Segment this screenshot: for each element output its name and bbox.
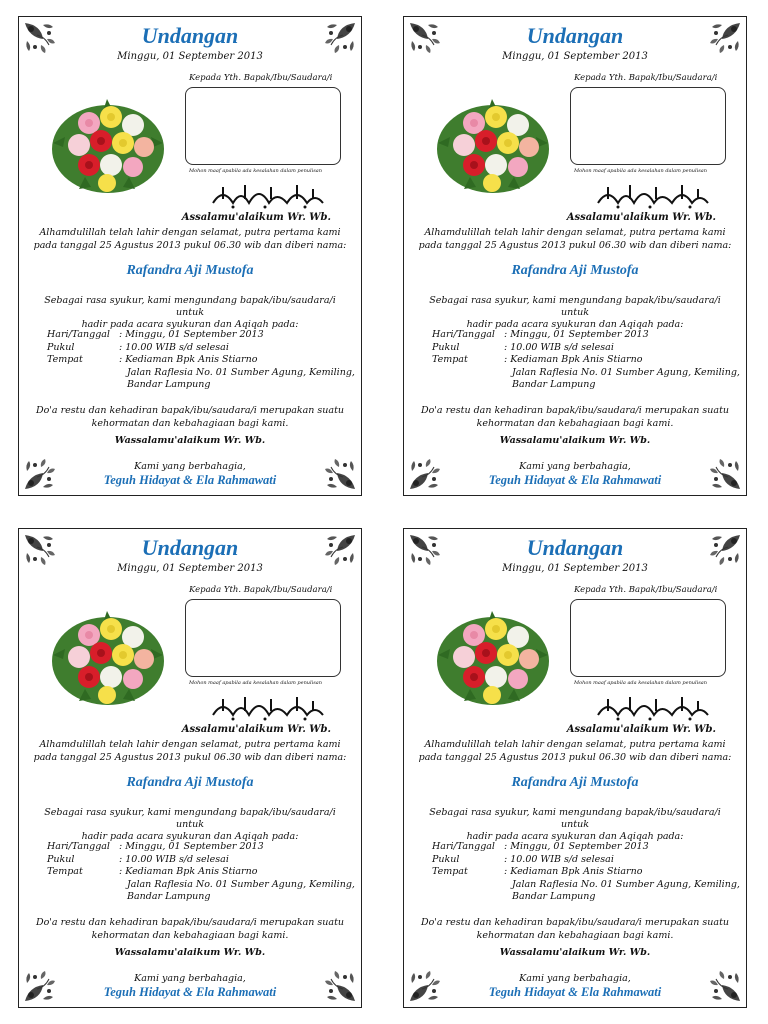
closing-line: Do'a restu dan kehadiran bapak/ibu/saudara/i merupakan suatu: [35, 405, 345, 416]
announcement-line: Alhamdulillah telah lahir dengan selamat, putra pertama kami: [39, 227, 341, 238]
detail-row-place: [432, 866, 740, 879]
parent-names: Teguh Hidayat & Ela Rahmawati: [103, 985, 277, 999]
closing-line: Do'a restu dan kehadiran bapak/ibu/saudara/i merupakan suatu: [35, 917, 345, 928]
closing-text: [414, 917, 736, 942]
event-details: [47, 329, 355, 392]
signoff: Kami yang berbahagia,: [519, 461, 631, 472]
apology-note: Mohon maaf apabila ada kesalahan dalam penulisan: [189, 680, 322, 686]
detail-row-address: [47, 367, 355, 380]
detail-row-place: [47, 866, 355, 879]
detail-spacer: [47, 367, 119, 380]
child-name: Rafandra Aji Mustofa: [511, 775, 639, 790]
detail-row-time: [432, 854, 740, 867]
signoff: Kami yang berbahagia,: [134, 461, 246, 472]
detail-spacer: [504, 367, 512, 380]
detail-value: Jalan Raflesia No. 01 Sumber Agung, Kemiling,: [127, 878, 355, 890]
closing-line: Do'a restu dan kehadiran bapak/ibu/saudara/i merupakan suatu: [420, 405, 730, 416]
rose-bouquet-image: [434, 605, 552, 709]
event-details: [432, 841, 740, 904]
detail-value: Bandar Lampung: [127, 891, 211, 902]
detail-value: : Kediaman Bpk Anis Stiarno: [504, 866, 643, 877]
recipient-address-box: [570, 87, 726, 165]
bismillah-calligraphy: [209, 693, 327, 721]
detail-label: Tempat: [432, 866, 468, 877]
detail-spacer: [504, 379, 512, 392]
detail-row-city: [432, 379, 740, 392]
closing-text: [29, 917, 351, 942]
detail-value: : Minggu, 01 September 2013: [119, 329, 264, 340]
detail-label: Hari/Tanggal: [432, 841, 495, 852]
detail-row-time: [47, 854, 355, 867]
closing-line: Do'a restu dan kehadiran bapak/ibu/saudara/i merupakan suatu: [420, 917, 730, 928]
event-date: Minggu, 01 September 2013: [502, 563, 648, 574]
event-date: Minggu, 01 September 2013: [502, 51, 648, 62]
detail-spacer: [432, 379, 504, 392]
detail-row-place: [47, 354, 355, 367]
detail-label: Pukul: [47, 341, 75, 353]
rose-bouquet-image: [434, 93, 552, 197]
announcement-line: pada tanggal 25 Agustus 2013 pukul 06.30 wib dan diberi nama:: [33, 240, 347, 251]
detail-spacer: [119, 879, 127, 892]
invitation-text: [414, 807, 736, 843]
detail-row-address: [432, 879, 740, 892]
detail-label: Hari/Tanggal: [47, 329, 110, 340]
event-date: Minggu, 01 September 2013: [117, 563, 263, 574]
invitation-title: Undangan: [141, 535, 239, 560]
recipient-label: Kepada Yth. Bapak/Ibu/Saudara/i: [189, 73, 333, 83]
detail-spacer: [119, 367, 127, 380]
child-name: Rafandra Aji Mustofa: [126, 775, 254, 790]
recipient-label: Kepada Yth. Bapak/Ibu/Saudara/i: [574, 585, 718, 595]
announcement-line: pada tanggal 25 Agustus 2013 pukul 06.30 wib dan diberi nama:: [418, 752, 732, 763]
invitation-title: Undangan: [526, 23, 624, 48]
detail-value: : Minggu, 01 September 2013: [504, 841, 649, 852]
apology-note: Mohon maaf apabila ada kesalahan dalam penulisan: [574, 680, 707, 686]
detail-value: : 10.00 WIB s/d selesai: [504, 853, 614, 865]
invitation-title: Undangan: [526, 535, 624, 560]
detail-label: Tempat: [47, 354, 83, 365]
detail-row-city: [47, 891, 355, 904]
recipient-address-box: [570, 599, 726, 677]
detail-row-address: [432, 367, 740, 380]
detail-label: Pukul: [432, 341, 460, 353]
detail-spacer: [432, 879, 504, 892]
recipient-label: Kepada Yth. Bapak/Ibu/Saudara/i: [574, 73, 718, 83]
invitation-line: hadir pada acara syukuran dan Aqiqah pada:: [466, 319, 684, 330]
detail-value: : 10.00 WIB s/d selesai: [504, 341, 614, 353]
closing-line: kehormatan dan kebahagiaan bagi kami.: [91, 417, 289, 429]
detail-row-time: [47, 342, 355, 355]
birth-announcement: [29, 226, 351, 252]
invitation-card: [18, 16, 362, 496]
detail-value: Jalan Raflesia No. 01 Sumber Agung, Kemiling,: [512, 878, 740, 890]
invitation-line: Sebagai rasa syukur, kami mengundang bapak/ibu/saudara/i untuk: [44, 295, 336, 318]
event-date: Minggu, 01 September 2013: [117, 51, 263, 62]
detail-value: : 10.00 WIB s/d selesai: [119, 853, 229, 865]
invitation-card: [403, 528, 747, 1008]
invitation-text: [29, 807, 351, 843]
detail-value: Jalan Raflesia No. 01 Sumber Agung, Kemiling,: [512, 366, 740, 378]
detail-value: : Kediaman Bpk Anis Stiarno: [119, 354, 258, 365]
invitation-line: Sebagai rasa syukur, kami mengundang bapak/ibu/saudara/i untuk: [429, 807, 721, 830]
detail-value: Bandar Lampung: [512, 379, 596, 390]
invitation-text: [414, 295, 736, 331]
detail-spacer: [504, 891, 512, 904]
invitation-line: Sebagai rasa syukur, kami mengundang bapak/ibu/saudara/i untuk: [429, 295, 721, 318]
announcement-line: Alhamdulillah telah lahir dengan selamat, putra pertama kami: [424, 227, 726, 238]
announcement-line: pada tanggal 25 Agustus 2013 pukul 06.30 wib dan diberi nama:: [418, 240, 732, 251]
closing-greeting: Wassalamu'alaikum Wr. Wb.: [499, 435, 651, 446]
closing-line: kehormatan dan kebahagiaan bagi kami.: [91, 929, 289, 941]
detail-value: : Minggu, 01 September 2013: [504, 329, 649, 340]
detail-row-date: [47, 329, 355, 342]
announcement-line: Alhamdulillah telah lahir dengan selamat, putra pertama kami: [39, 739, 341, 750]
invitation-card: [403, 16, 747, 496]
detail-spacer: [47, 891, 119, 904]
detail-row-address: [47, 879, 355, 892]
invitation-card: [18, 528, 362, 1008]
detail-value: : 10.00 WIB s/d selesai: [119, 341, 229, 353]
apology-note: Mohon maaf apabila ada kesalahan dalam penulisan: [189, 168, 322, 174]
bismillah-calligraphy: [209, 181, 327, 209]
closing-text: [29, 405, 351, 430]
detail-spacer: [432, 367, 504, 380]
invitation-line: hadir pada acara syukuran dan Aqiqah pada:: [81, 319, 299, 330]
detail-row-place: [432, 354, 740, 367]
closing-greeting: Wassalamu'alaikum Wr. Wb.: [114, 435, 266, 446]
parent-names: Teguh Hidayat & Ela Rahmawati: [103, 473, 277, 487]
detail-value: : Kediaman Bpk Anis Stiarno: [119, 866, 258, 877]
birth-announcement: [29, 738, 351, 764]
detail-label: Tempat: [47, 866, 83, 877]
detail-label: Pukul: [432, 853, 460, 865]
birth-announcement: [414, 738, 736, 764]
detail-label: Tempat: [432, 354, 468, 365]
closing-line: kehormatan dan kebahagiaan bagi kami.: [476, 417, 674, 429]
recipient-label: Kepada Yth. Bapak/Ibu/Saudara/i: [189, 585, 333, 595]
signoff: Kami yang berbahagia,: [519, 973, 631, 984]
detail-label: Hari/Tanggal: [47, 841, 110, 852]
apology-note: Mohon maaf apabila ada kesalahan dalam penulisan: [574, 168, 707, 174]
detail-row-city: [432, 891, 740, 904]
detail-spacer: [119, 891, 127, 904]
closing-greeting: Wassalamu'alaikum Wr. Wb.: [114, 947, 266, 958]
recipient-address-box: [185, 87, 341, 165]
event-details: [47, 841, 355, 904]
parent-names: Teguh Hidayat & Ela Rahmawati: [488, 473, 662, 487]
detail-spacer: [47, 879, 119, 892]
closing-text: [414, 405, 736, 430]
detail-spacer: [119, 379, 127, 392]
child-name: Rafandra Aji Mustofa: [511, 263, 639, 278]
invitation-line: hadir pada acara syukuran dan Aqiqah pada:: [81, 831, 299, 842]
detail-row-date: [47, 841, 355, 854]
detail-row-time: [432, 342, 740, 355]
detail-value: Bandar Lampung: [127, 379, 211, 390]
detail-value: Jalan Raflesia No. 01 Sumber Agung, Kemiling,: [127, 366, 355, 378]
recipient-address-box: [185, 599, 341, 677]
detail-row-date: [432, 841, 740, 854]
opening-greeting: Assalamu'alaikum Wr. Wb.: [566, 724, 716, 735]
opening-greeting: Assalamu'alaikum Wr. Wb.: [566, 212, 716, 223]
invitation-line: Sebagai rasa syukur, kami mengundang bapak/ibu/saudara/i untuk: [44, 807, 336, 830]
rose-bouquet-image: [49, 93, 167, 197]
bismillah-calligraphy: [594, 181, 712, 209]
birth-announcement: [414, 226, 736, 252]
detail-value: : Minggu, 01 September 2013: [119, 841, 264, 852]
closing-line: kehormatan dan kebahagiaan bagi kami.: [476, 929, 674, 941]
child-name: Rafandra Aji Mustofa: [126, 263, 254, 278]
invitation-text: [29, 295, 351, 331]
detail-label: Hari/Tanggal: [432, 329, 495, 340]
rose-bouquet-image: [49, 605, 167, 709]
detail-spacer: [432, 891, 504, 904]
detail-label: Pukul: [47, 853, 75, 865]
announcement-line: pada tanggal 25 Agustus 2013 pukul 06.30 wib dan diberi nama:: [33, 752, 347, 763]
opening-greeting: Assalamu'alaikum Wr. Wb.: [181, 212, 331, 223]
announcement-line: Alhamdulillah telah lahir dengan selamat, putra pertama kami: [424, 739, 726, 750]
detail-row-date: [432, 329, 740, 342]
signoff: Kami yang berbahagia,: [134, 973, 246, 984]
detail-spacer: [47, 379, 119, 392]
detail-row-city: [47, 379, 355, 392]
opening-greeting: Assalamu'alaikum Wr. Wb.: [181, 724, 331, 735]
invitation-line: hadir pada acara syukuran dan Aqiqah pada:: [466, 831, 684, 842]
closing-greeting: Wassalamu'alaikum Wr. Wb.: [499, 947, 651, 958]
event-details: [432, 329, 740, 392]
parent-names: Teguh Hidayat & Ela Rahmawati: [488, 985, 662, 999]
detail-value: : Kediaman Bpk Anis Stiarno: [504, 354, 643, 365]
detail-spacer: [504, 879, 512, 892]
detail-value: Bandar Lampung: [512, 891, 596, 902]
invitation-title: Undangan: [141, 23, 239, 48]
bismillah-calligraphy: [594, 693, 712, 721]
